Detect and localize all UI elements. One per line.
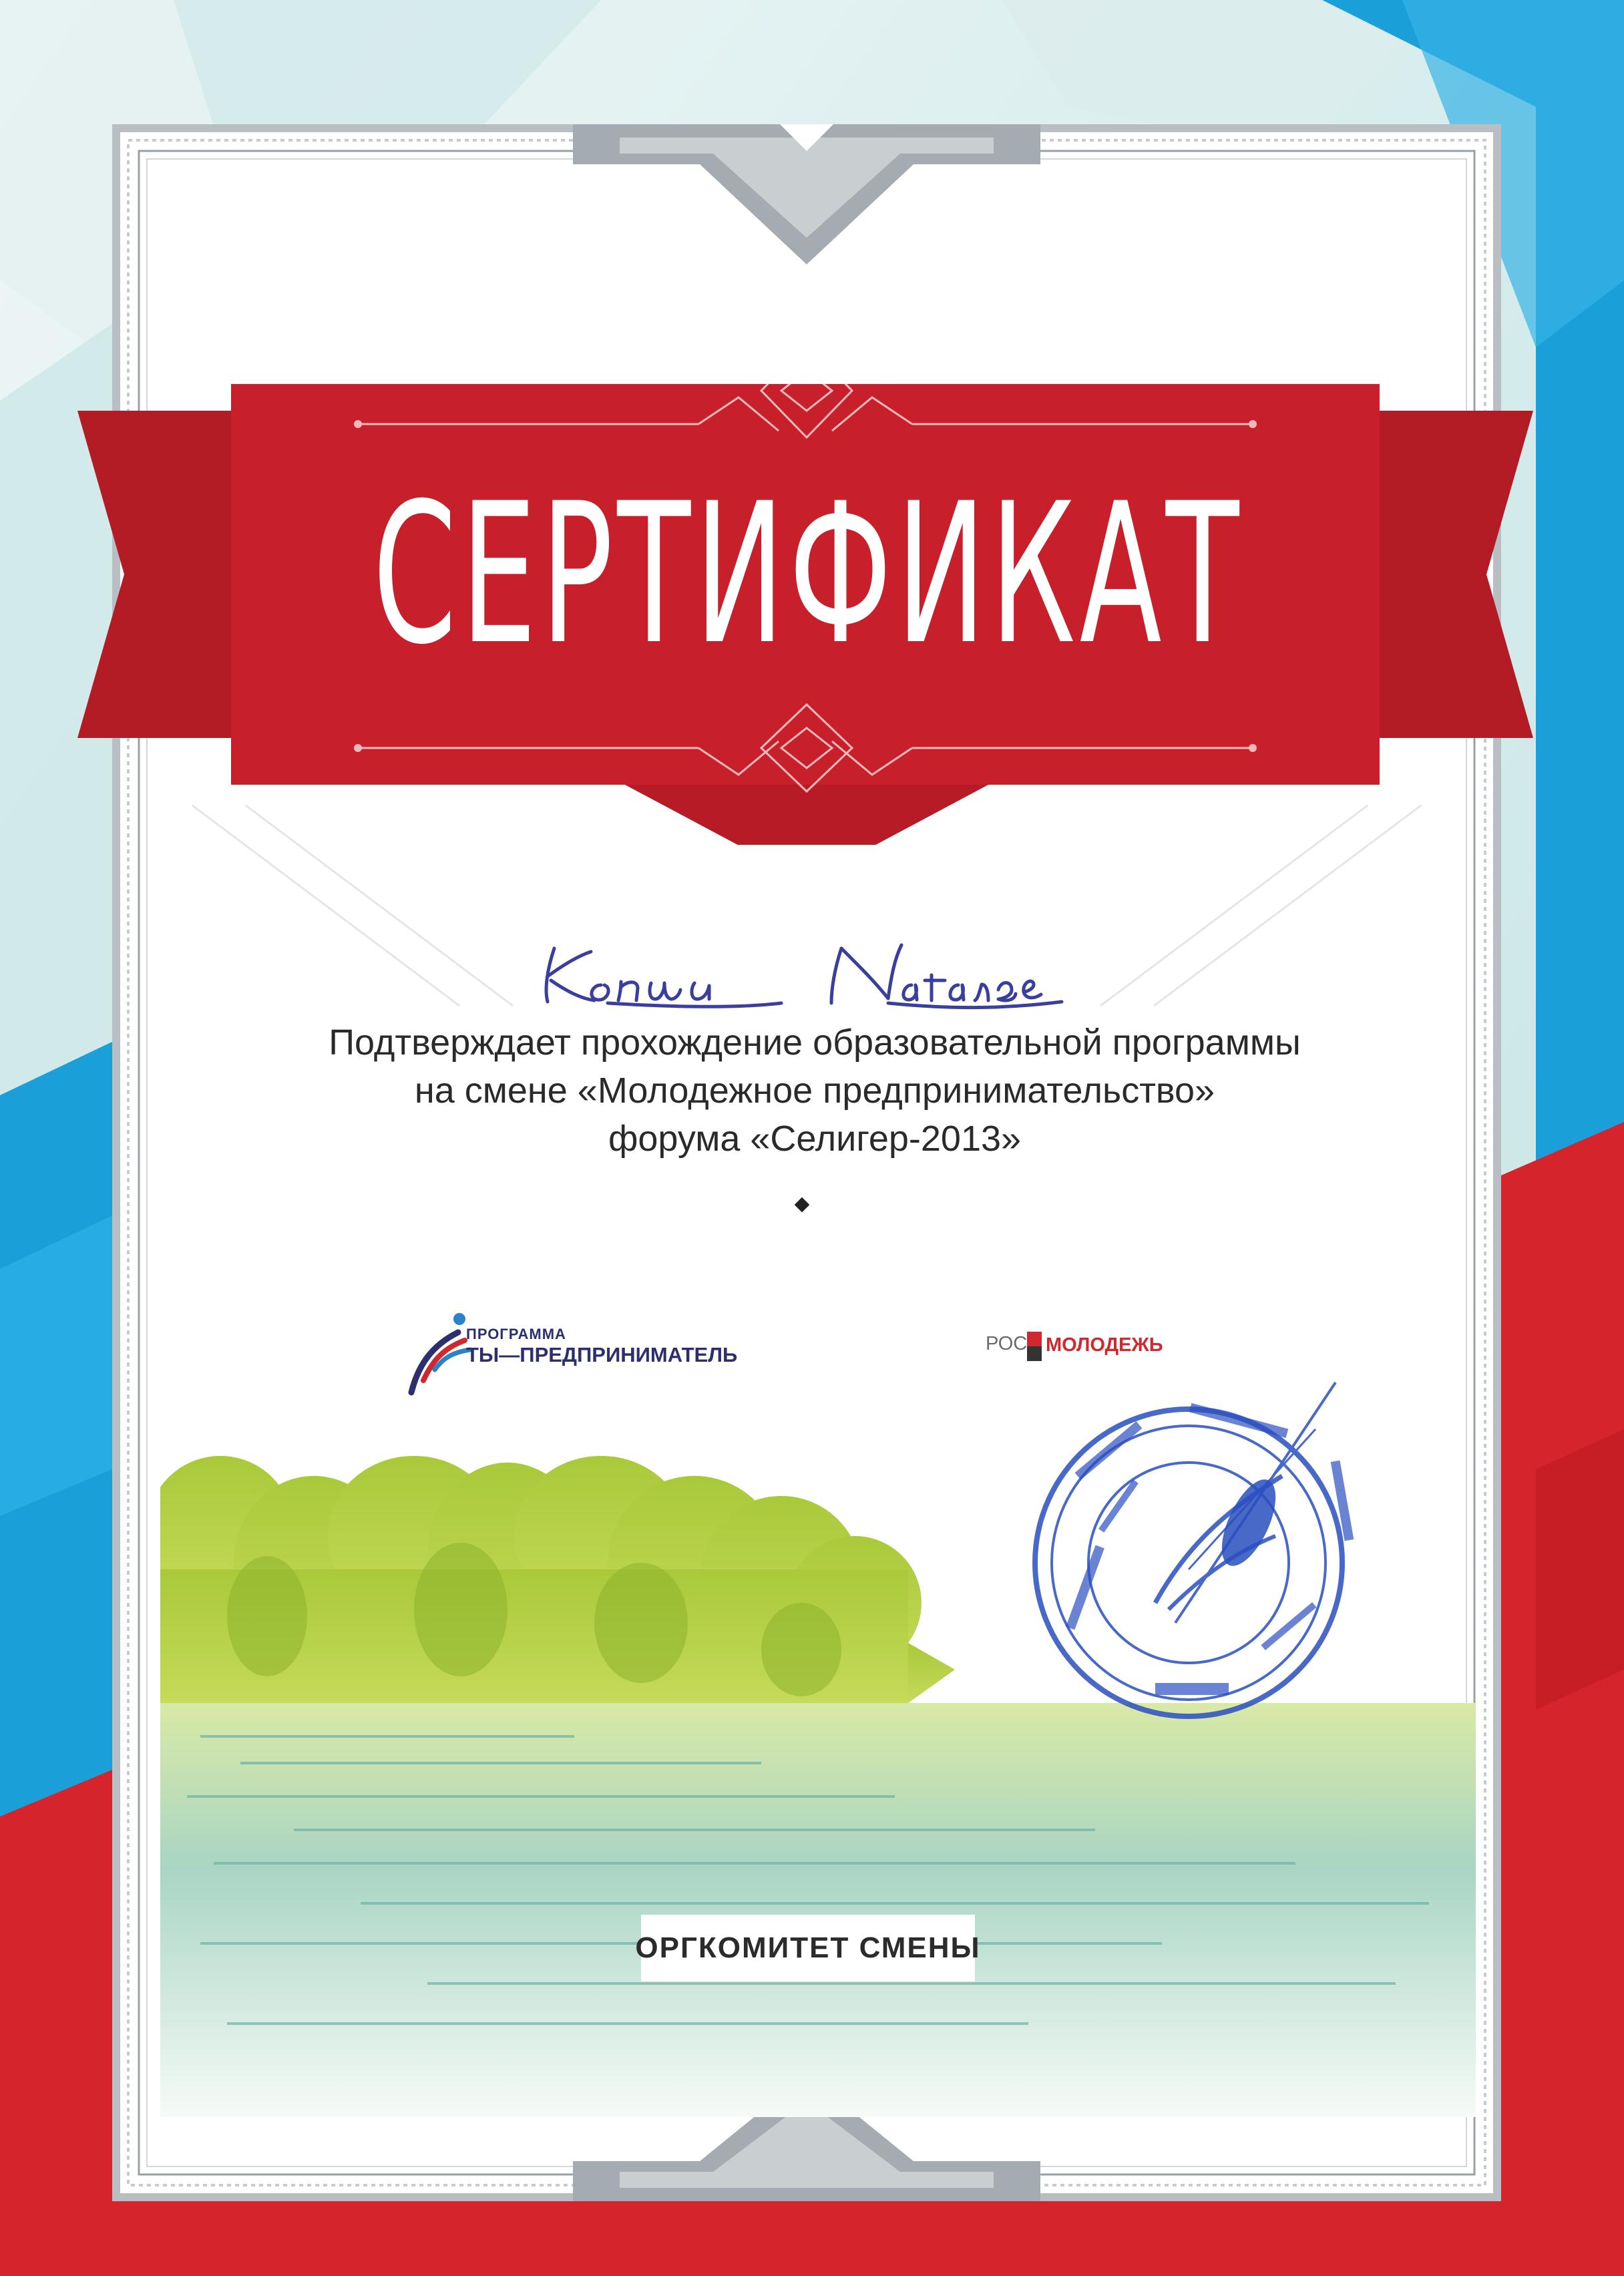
logo-left-caption: ПРОГРАММА [466,1326,566,1342]
body-line-1: Подтверждает прохождение образовательной программы [329,1022,1301,1063]
body-line-3: форума «Селигер-2013» [608,1119,1022,1159]
logo-square-dark [1027,1346,1042,1361]
stamp-seal-icon [988,1369,1389,1743]
logo-right-name: МОЛОДЕЖЬ [1046,1334,1163,1356]
logo-rosmolodezh [986,1329,1199,1369]
logo-ty-predprinimatel [398,1306,745,1399]
recipient-handwritten-name [528,928,1115,1015]
logo-left-name: ТЫ—ПРЕДПРИНИМАТЕЛЬ [466,1343,738,1366]
certificate-title: СЕРТИФИКАТ [373,461,1243,687]
organizer-label: ОРГКОМИТЕТ СМЕНЫ [641,1915,975,1981]
body-line-2: на смене «Молодежное предпринимательство» [414,1071,1215,1111]
logo-square-red [1027,1332,1042,1346]
logo-right-prefix: РОС [986,1333,1028,1354]
certificate-body [240,1018,1389,1163]
